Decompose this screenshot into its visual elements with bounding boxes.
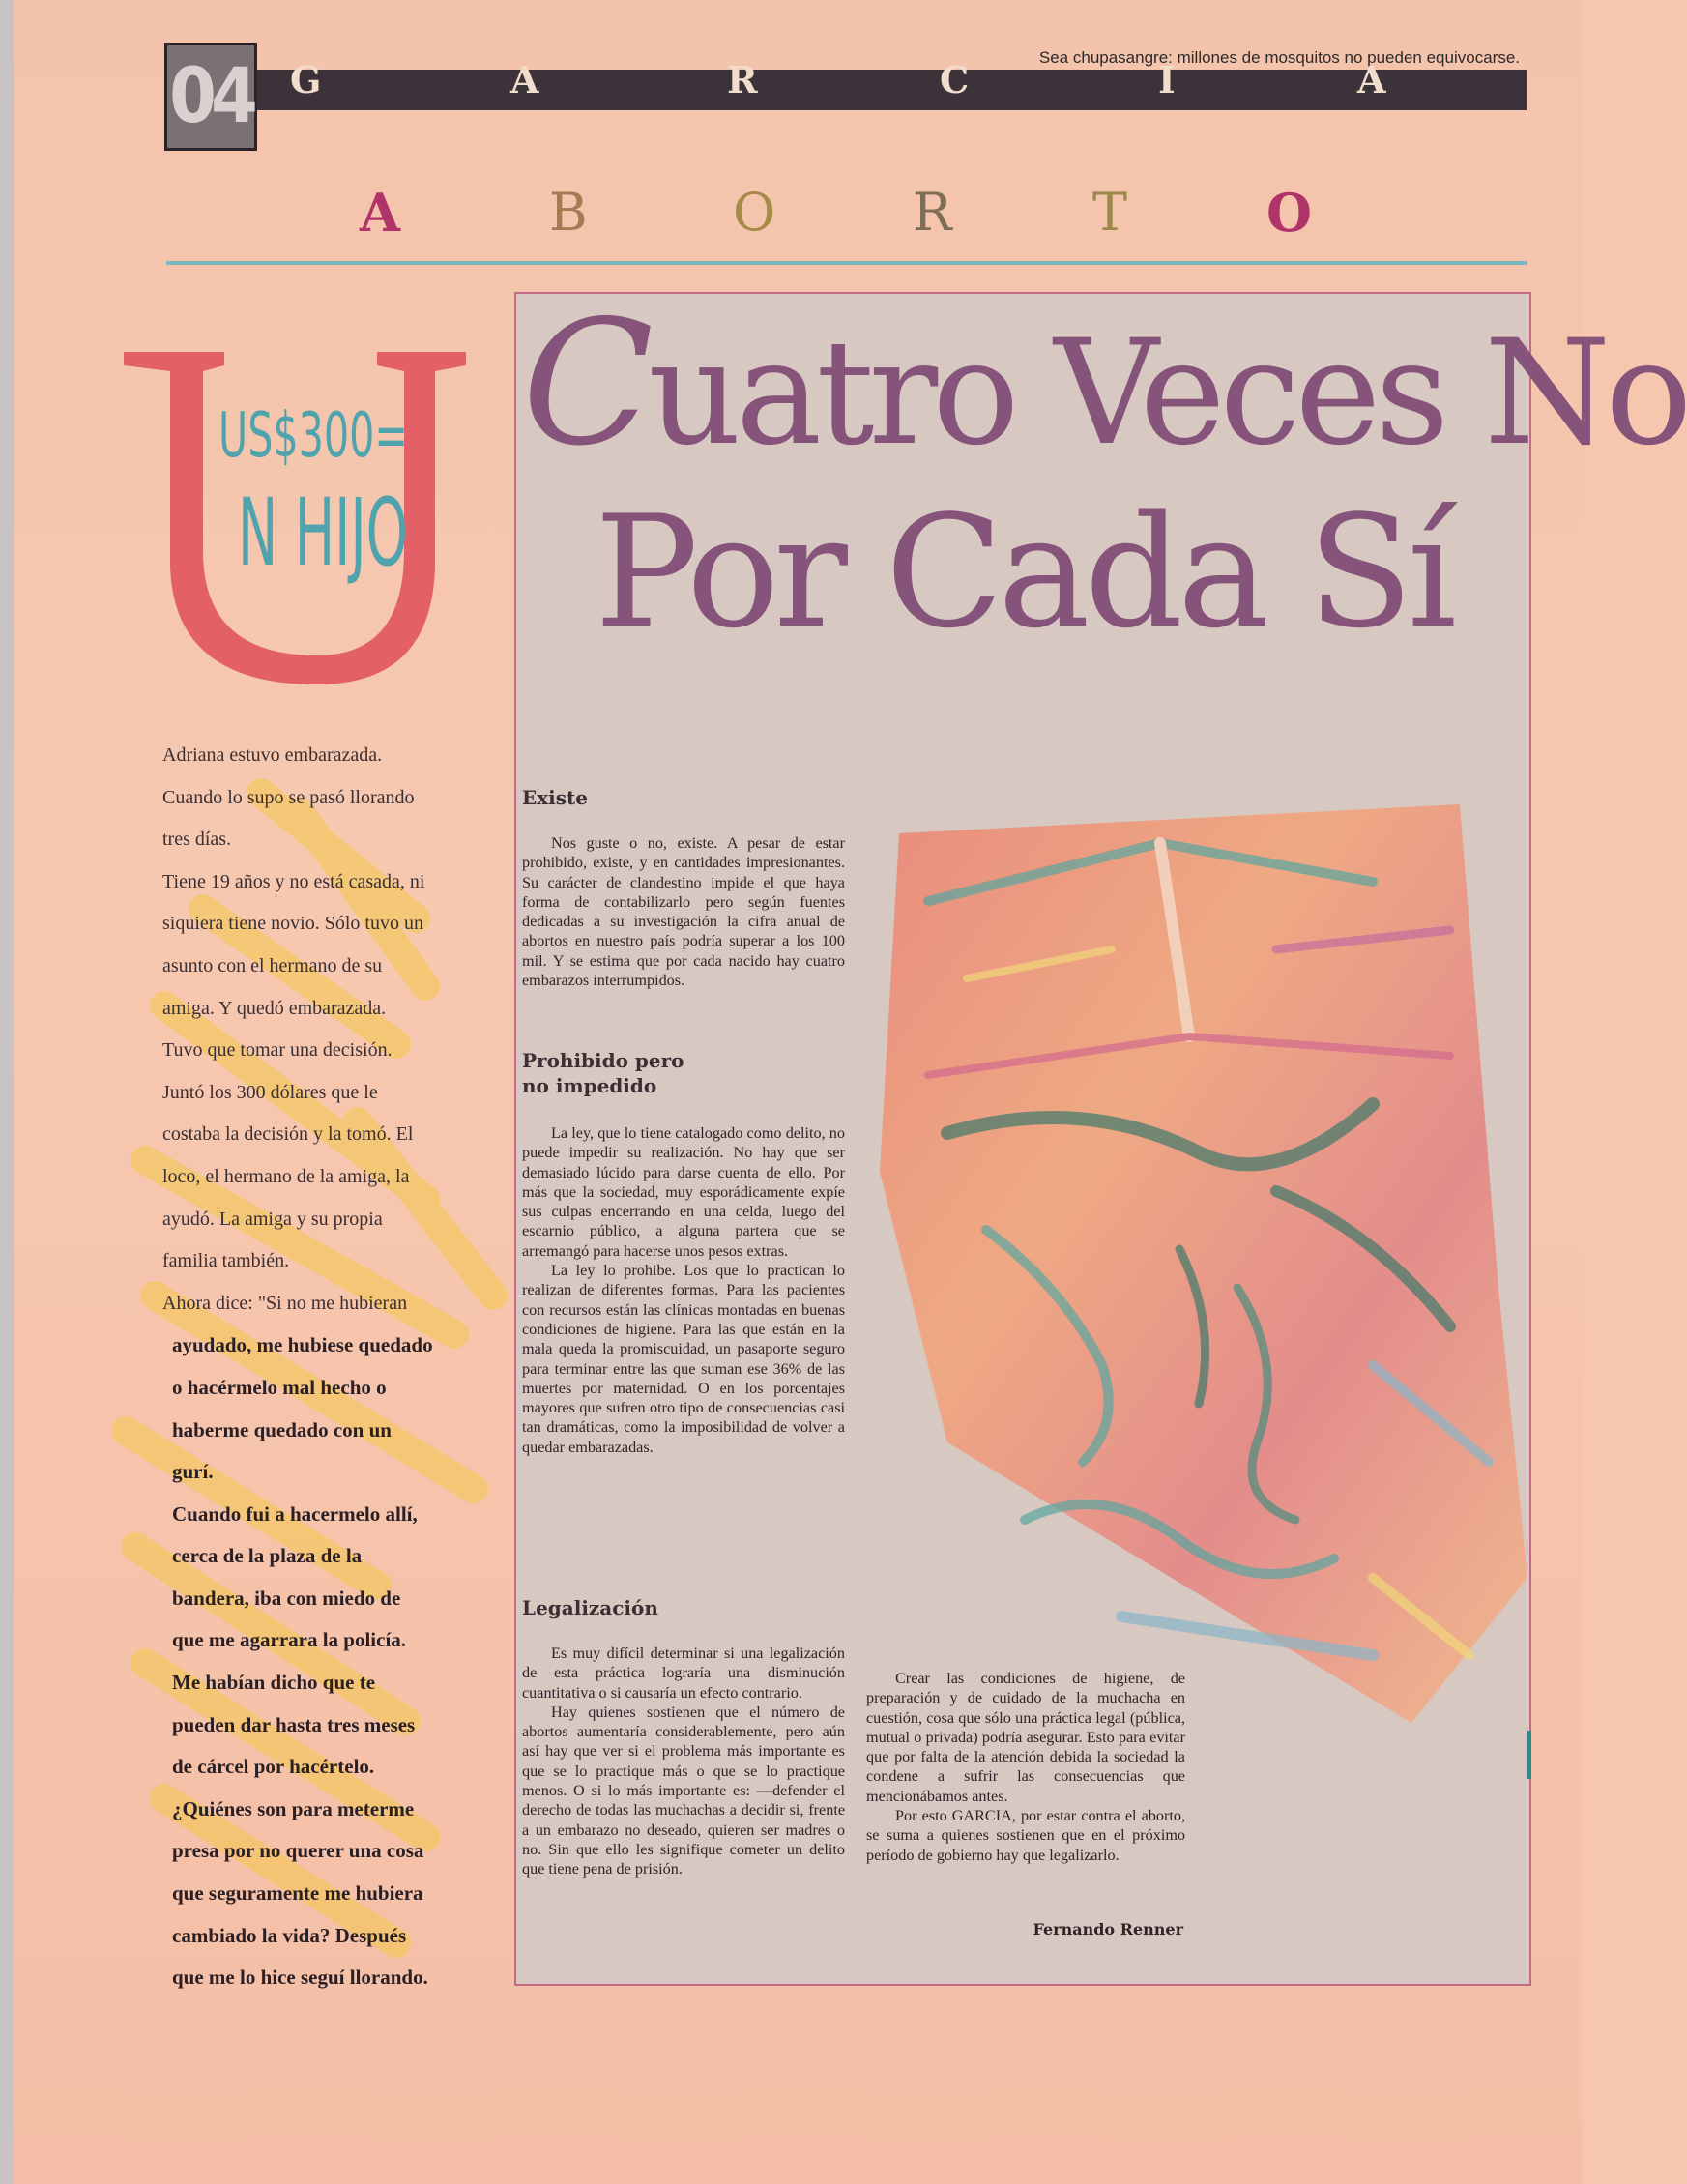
- masthead-letter: I: [1158, 58, 1176, 102]
- paragraph: La ley, que lo tiene catalogado como delito, no puede impedir su realización. No hay que ser demasiado lúcido para darse cuenta de ello. Por más que la sociedad, muy esporádicamente expíe sus culpas encerrando en una celda, luego del escarnio público, a alguna partera que se arremangó para hacerse unos pesos extras.: [522, 1124, 845, 1260]
- subhead-prohibido: [522, 1048, 684, 1098]
- testimony-quote-line: Cuando fui a hacermelo allí,: [172, 1501, 418, 1526]
- testimony-line: tres días.: [162, 829, 232, 851]
- body-existe: [522, 833, 845, 990]
- testimony-line: Adriana estuvo embarazada.: [162, 744, 383, 766]
- testimony-quote-line: bandera, iba con miedo de: [172, 1586, 401, 1610]
- paragraph: Crear las condiciones de higiene, de preparación y de cuidado de la muchacha en cuestión, cosa que sólo una práctica legal (pública, mutual o privada) podría asegurar. Esto para evitar que por falta de la atención debida la sociedad la condene a sufrir las consecuencias que mencionábamos antes.: [866, 1670, 1185, 1805]
- header-tagline: Sea chupasangre: millones de mosquitos no pueden equivocarse.: [1038, 48, 1520, 67]
- testimony-line: Tuvo que tomar una decisión.: [162, 1039, 393, 1062]
- masthead-letter: A: [1357, 58, 1386, 102]
- testimony-line: Tiene 19 años y no está casada, ni: [162, 870, 425, 892]
- subhead-legalizacion: Legalización: [522, 1596, 658, 1619]
- edge-mark: [1527, 1731, 1531, 1779]
- testimony-quote-line: presa por no querer una cosa: [172, 1839, 424, 1863]
- logo-line-2: N HIJO: [238, 479, 408, 587]
- paragraph: Por esto GARCIA, por estar contra el aborto, se suma a quienes sostienen que en el próximo período de gobierno hay que legalizarlo.: [866, 1807, 1185, 1864]
- subhead-line: Prohibido pero: [522, 1049, 684, 1072]
- testimony-quote-line: ¿Quiénes son para meterme: [172, 1796, 415, 1820]
- headline-line-1: [522, 283, 1687, 483]
- headline-text-1: uatro Veces No: [648, 309, 1687, 478]
- headline-initial: C: [522, 283, 649, 483]
- masthead-letter: C: [940, 58, 970, 102]
- logo-us300-un-hijo: [124, 348, 472, 688]
- paragraph: Nos guste o no, existe. A pesar de estar prohibido, existe, y en cantidades impresionantes. Su carácter de clandestino impide el que haya forma de contabilizarlo pero según fuentes dedicadas a su investigación la cifra anual de abortos en nuestro país podría superar a los 100 mil. Y se estima que por cada nacido hay cuatro embarazos interrumpidos.: [522, 834, 845, 990]
- body-cierre: [866, 1669, 1185, 1865]
- crayon-illustration: [870, 785, 1527, 1742]
- byline: Fernando Renner: [1033, 1920, 1183, 1938]
- testimony-quote-line: o hacérmelo mal hecho o: [172, 1375, 387, 1399]
- testimony-quote-line: Me habían dicho que te: [172, 1671, 376, 1695]
- testimony-quote-line: que seguramente me hubiera: [172, 1881, 423, 1906]
- testimony-quote-line: ayudado, me hubiese quedado: [172, 1333, 433, 1357]
- testimony-line: Cuando lo supo se pasó llorando: [162, 786, 415, 808]
- section-rule: [166, 261, 1527, 265]
- testimony-quote-line: que me agarrara la policía.: [172, 1628, 407, 1652]
- testimony-quote-line: gurí.: [172, 1460, 214, 1484]
- masthead-letter: A: [510, 58, 539, 102]
- testimony-line: Juntó los 300 dólares que le: [162, 1081, 378, 1103]
- testimony-quote-line: cambiado la vida? Después: [172, 1923, 407, 1947]
- section-letter: A: [360, 182, 400, 244]
- masthead-letter: G: [290, 58, 322, 102]
- headline-line-2: Por Cada Sí: [594, 481, 1452, 662]
- testimony-quote-line: cerca de la plaza de la: [172, 1544, 363, 1568]
- testimony-quote-line: que me lo hice seguí llorando.: [172, 1966, 428, 1990]
- logo-line-1: US$300=: [218, 400, 408, 472]
- paragraph: La ley lo prohibe. Los que lo practican lo realizan de diferentes formas. Para las pacientes con recursos están las clínicas montadas en buenas condiciones de higiene. Para las que están en la mala queda la promiscuidad, un pasaporte seguro para terminar entre las que suman ese 36% de las muertes por maternidad. O en los porcentajes mayores que sufren otro tipo de consecuencias casi tan dramáticas, como la imposibilidad de volver a quedar embarazadas.: [522, 1262, 845, 1456]
- scan-edge: [0, 0, 14, 2184]
- paragraph: Hay quienes sostienen que el número de abortos aumentaría considerablemente, pero aún así hay que ver si el problema más importante es que se lo practique más o que se lo practique menos. O si lo más importante es: —defender el derecho de todas las muchachas a decidir si, frente a un embarazo no deseado, quieren ser madres o no. Sin que ello les signifique cometer un delito que tiene pena de prisión.: [522, 1703, 845, 1878]
- testimony-column: [162, 735, 491, 1999]
- body-legalizacion: [522, 1644, 845, 1879]
- testimony-line: familia también.: [162, 1250, 290, 1272]
- testimony-line: Ahora dice: "Si no me hubieran: [162, 1292, 408, 1314]
- page-number: 04: [164, 43, 257, 151]
- testimony-line: siquiera tiene novio. Sólo tuvo un: [162, 913, 423, 935]
- testimony-line: asunto con el hermano de su: [162, 954, 383, 976]
- section-letter: O: [733, 182, 776, 243]
- testimony-line: amiga. Y quedó embarazada.: [162, 997, 387, 1019]
- subhead-line: no impedido: [522, 1074, 657, 1097]
- body-prohibido: [522, 1123, 845, 1457]
- subhead-existe: Existe: [522, 786, 588, 809]
- testimony-line: costaba la decisión y la tomó. El: [162, 1123, 414, 1146]
- section-letter: O: [1266, 182, 1313, 244]
- section-letter: R: [913, 182, 952, 243]
- masthead-letter: R: [727, 58, 758, 102]
- section-letter: T: [1092, 182, 1128, 243]
- testimony-quote-line: haberme quedado con un: [172, 1417, 392, 1441]
- paragraph: Es muy difícil determinar si una legalización de esta práctica lograría una disminución cuantitativa o si causaría un efecto contrario.: [522, 1645, 845, 1702]
- testimony-line: loco, el hermano de la amiga, la: [162, 1165, 410, 1187]
- testimony-line: ayudó. La amiga y su propia: [162, 1208, 383, 1230]
- testimony-quote-line: pueden dar hasta tres meses: [172, 1712, 416, 1736]
- section-letter: B: [549, 182, 588, 243]
- testimony-quote-line: de cárcel por hacértelo.: [172, 1755, 375, 1779]
- masthead-bar: [257, 70, 1527, 110]
